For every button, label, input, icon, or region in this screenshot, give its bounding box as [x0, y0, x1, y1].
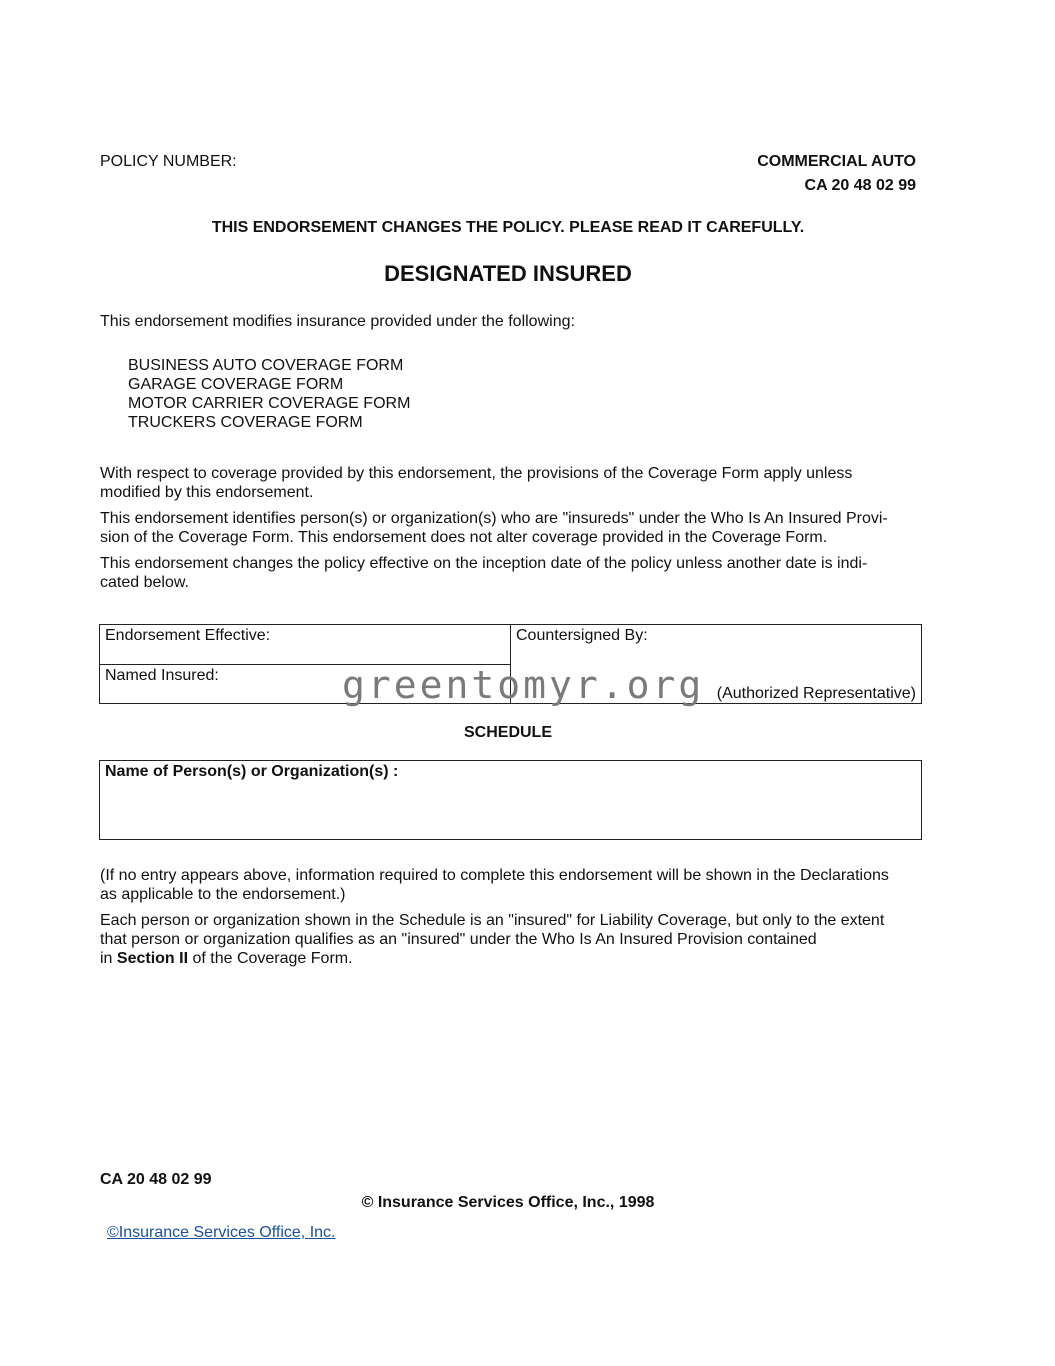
copyright-link[interactable]: ©Insurance Services Office, Inc. — [107, 1224, 336, 1241]
authorized-representative-label: (Authorized Representative) — [716, 685, 916, 702]
line-of-business: COMMERCIAL AUTO — [757, 153, 916, 170]
policy-number-label: POLICY NUMBER: — [100, 153, 237, 170]
schedule-name-label: Name of Person(s) or Organization(s) : — [105, 763, 399, 780]
paragraph-line: This endorsement changes the policy effective on the inception date of the policy unless another date is indi- — [100, 555, 868, 572]
coverage-forms-list — [128, 356, 410, 432]
list-item: TRUCKERS COVERAGE FORM — [128, 414, 363, 431]
paragraph-line: (If no entry appears above, information required to complete this endorsement will be shown in the Declarations — [100, 867, 889, 884]
paragraph-declarations — [100, 866, 889, 904]
paragraph-line: With respect to coverage provided by this endorsement, the provisions of the Coverage Form apply unless — [100, 465, 853, 482]
intro-text: This endorsement modifies insurance provided under the following: — [100, 313, 575, 330]
paragraph-insured-extent — [100, 911, 884, 968]
endorsement-notice: THIS ENDORSEMENT CHANGES THE POLICY. PLEASE READ IT CAREFULLY. — [211, 219, 805, 236]
paragraph-identifies — [100, 509, 888, 547]
paragraph-effective — [100, 554, 867, 592]
paragraph-line: modified by this endorsement. — [100, 484, 314, 501]
list-item: GARAGE COVERAGE FORM — [128, 376, 344, 393]
countersigned-label: Countersigned By: — [516, 627, 648, 644]
paragraph-line: Each person or organization shown in the Schedule is an "insured" for Liability Coverage, but only to the extent — [100, 912, 885, 929]
paragraph-line: cated below. — [100, 574, 189, 591]
paragraph-line — [100, 949, 884, 968]
paragraph-line: as applicable to the endorsement.) — [100, 886, 346, 903]
footer-form-number: CA 20 48 02 99 — [100, 1171, 212, 1188]
endorsement-effective-label: Endorsement Effective: — [105, 627, 271, 644]
paragraph-line: This endorsement identifies person(s) or organization(s) who are "insureds" under the Who Is An Insured Provi- — [100, 510, 888, 527]
named-insured-label: Named Insured: — [105, 667, 219, 684]
page-title: DESIGNATED INSURED — [384, 261, 632, 286]
form-number-header: CA 20 48 02 99 — [804, 177, 916, 194]
paragraph-line: sion of the Coverage Form. This endorsement does not alter coverage provided in the Coverage Form. — [100, 529, 828, 546]
list-item: BUSINESS AUTO COVERAGE FORM — [128, 357, 404, 374]
watermark: greentomyr.org — [342, 663, 705, 707]
footer-copyright: © Insurance Services Office, Inc., 1998 — [361, 1194, 655, 1211]
list-item: MOTOR CARRIER COVERAGE FORM — [128, 395, 411, 412]
paragraph-provisions — [100, 464, 852, 502]
paragraph-line: that person or organization qualifies as an "insured" under the Who Is An Insured Provision contained — [100, 931, 817, 948]
schedule-heading: SCHEDULE — [463, 724, 552, 741]
endorsement-effective-cell[interactable] — [99, 624, 511, 665]
paragraph-text: of the Coverage Form. — [188, 950, 353, 967]
section-reference: Section II — [116, 950, 189, 967]
paragraph-text: in — [100, 950, 117, 967]
schedule-name-field[interactable] — [99, 760, 922, 840]
